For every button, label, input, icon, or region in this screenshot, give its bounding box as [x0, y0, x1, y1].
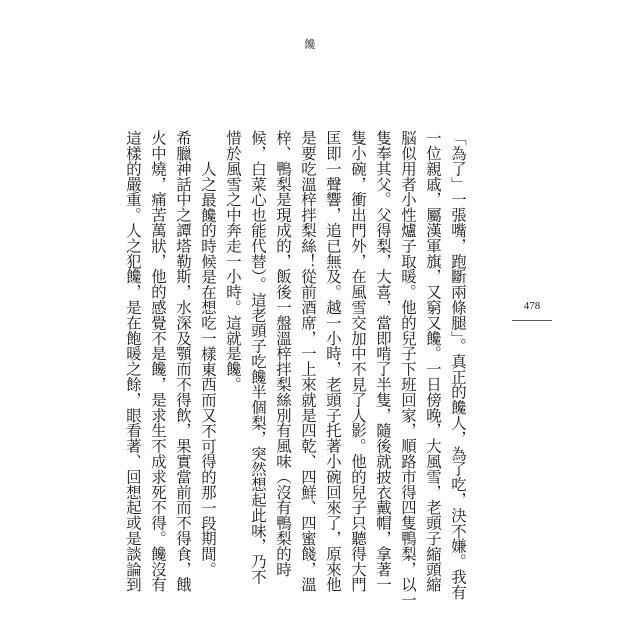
text-line: 希臘神話中之譚塔勒斯，水深及顎而不得飲，果實當前而不得食，餓	[174, 130, 192, 592]
running-title: 饞	[304, 38, 316, 51]
text-line: 隻奉其父。父得梨，大喜，當即啃了半隻，隨後就披衣戴帽，拿著一	[374, 130, 392, 592]
page-number-rule	[512, 320, 552, 321]
body-text	[120, 130, 470, 608]
text-line: 人之最饞的時候是在想吃一樣東西而又不可得的那一段期間。	[199, 160, 217, 577]
text-line: 脳似用者小性爐子取暖。他的兒子下班回家，順路市得四隻鴨梨，以一	[399, 130, 417, 608]
paragraph-anecdote	[220, 130, 420, 608]
page-number: 478	[523, 300, 541, 312]
text-line: 梓、鴨梨是現成的，飯後一盤溫梓拌梨絲別有風味（沒有鴨梨的時	[274, 130, 292, 577]
text-line: 候，白菜心也能代替）。這老頭子吃饞半個梨，突然想起此味，乃不	[249, 130, 267, 585]
text-line: 惜於風雪之中奔走一小時。這就是饞。	[224, 130, 242, 392]
text-line: 這樣的嚴重。人之犯饞，是在飽暖之餘，眼看著、回想起或是談論到	[124, 130, 142, 592]
text-line: 是要吃溫梓拌梨絲！從前酒席，一上來就是四乾、四鮮、四蜜餞，溫	[299, 130, 317, 592]
paragraph-tantalus	[120, 130, 220, 592]
text-line: 匡即一聲響，追已無及。越一小時，老頭子托著小碗回來了，原來他	[324, 130, 342, 592]
text-line: 「為了」一張嘴，跑斷兩條腿」。真正的饞人，為了吃，決不嫌。我有	[449, 130, 467, 600]
text-line: 一位親戚，屬漢軍旗，又窮又饞。一日傍晚，大風雪，老頭子縮頭縮	[424, 130, 442, 592]
text-line: 隻小碗，衝出門外，在風雪交加中不見了人影。他的兒子只聽得大門	[349, 130, 367, 592]
text-line: 火中燒，痛苦萬狀，他的感覺不是饞，是求生不成求死不得。饞沒有	[149, 130, 167, 592]
paragraph-opening	[420, 130, 470, 600]
